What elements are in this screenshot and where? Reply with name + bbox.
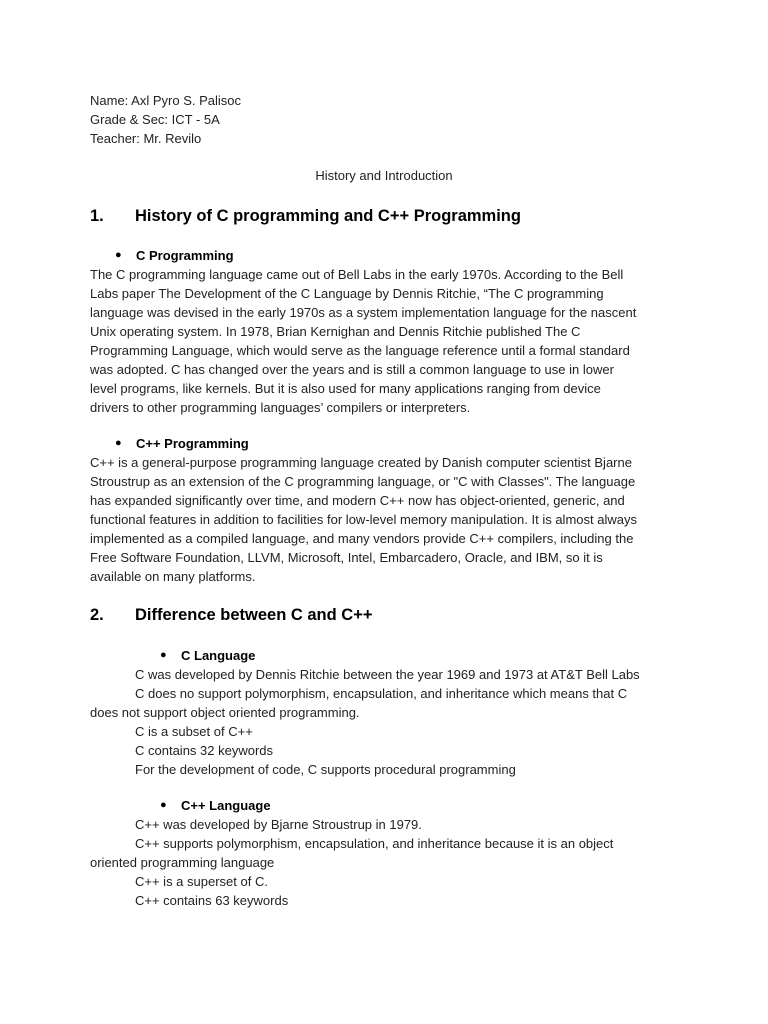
paragraph-line: level programs, like kernels. But it is also used for many applications ranging from device bbox=[90, 381, 601, 396]
paragraph-line: functional features in addition to facilities for low-level memory manipulation. It is almost always bbox=[90, 512, 637, 527]
list-line: C contains 32 keywords bbox=[135, 743, 274, 758]
bullet-label: C Language bbox=[181, 648, 256, 663]
paragraph-line: Stroustrup as an extension of the C programming language, or "C with Classes". The language bbox=[90, 474, 636, 489]
paragraph-line: was adopted. C has changed over the years and is still a common language to use in lower bbox=[90, 362, 614, 377]
paragraph-line: Unix operating system. In 1978, Brian Kernighan and Dennis Ritchie published The C bbox=[90, 324, 581, 339]
list-line: C++ contains 63 keywords bbox=[135, 893, 289, 908]
list-line: C was developed by Dennis Ritchie between the year 1969 and 1973 at AT&T Bell Labs bbox=[135, 667, 640, 682]
section-2-heading bbox=[90, 604, 373, 626]
paragraph-line: C++ is a general-purpose programming language created by Danish computer scientist Bjarne bbox=[90, 455, 632, 470]
bullet-label: C Programming bbox=[136, 248, 234, 263]
paragraph-line: Labs paper The Development of the C Language by Dennis Ritchie, “The C programming bbox=[90, 286, 604, 301]
bullet-dot-icon: ● bbox=[160, 799, 167, 811]
list-line: C++ was developed by Bjarne Stroustrup in 1979. bbox=[135, 817, 422, 832]
bullet-c-language bbox=[160, 646, 256, 665]
section-1-number: 1. bbox=[90, 207, 104, 225]
list-line: C++ supports polymorphism, encapsulation, and inheritance because it is an object bbox=[135, 836, 614, 851]
list-line: does not support object oriented programming. bbox=[90, 705, 360, 720]
bullet-cpp-language bbox=[160, 796, 271, 815]
paragraph-line: implemented as a compiled language, and many vendors provide C++ compilers, including the bbox=[90, 531, 634, 546]
paragraph-line: Free Software Foundation, LLVM, Microsoft, Intel, Embarcadero, Oracle, and IBM, so it is bbox=[90, 550, 603, 565]
bullet-dot-icon: ● bbox=[115, 249, 122, 261]
bullet-c-programming bbox=[115, 246, 234, 265]
bullet-dot-icon: ● bbox=[115, 437, 122, 449]
list-line: C does no support polymorphism, encapsulation, and inheritance which means that C bbox=[135, 686, 628, 701]
paragraph-line: available on many platforms. bbox=[90, 569, 256, 584]
grade-section: Grade & Sec: ICT - 5A bbox=[90, 112, 220, 127]
document-title: History and Introduction bbox=[315, 168, 453, 183]
bullet-label: C++ Language bbox=[181, 798, 271, 813]
paragraph-line: drivers to other programming languages’ compilers or interpreters. bbox=[90, 400, 471, 415]
paragraph-line: has expanded significantly over time, and modern C++ now has object-oriented, generic, and bbox=[90, 493, 625, 508]
section-1-heading bbox=[90, 205, 521, 227]
bullet-dot-icon: ● bbox=[160, 649, 167, 661]
section-2-number: 2. bbox=[90, 606, 104, 624]
paragraph-line: The C programming language came out of Bell Labs in the early 1970s. According to the Bell bbox=[90, 267, 624, 282]
list-line: C++ is a superset of C. bbox=[135, 874, 268, 889]
bullet-label: C++ Programming bbox=[136, 436, 249, 451]
paragraph-line: Programming Language, which would serve as the language reference until a formal standard bbox=[90, 343, 630, 358]
student-name: Name: Axl Pyro S. Palisoc bbox=[90, 93, 241, 108]
list-line: oriented programming language bbox=[90, 855, 275, 870]
section-2-title: Difference between C and C++ bbox=[135, 606, 373, 624]
paragraph-line: language was devised in the early 1970s as a system implementation language for the nascent bbox=[90, 305, 637, 320]
section-1-title: History of C programming and C++ Programming bbox=[135, 207, 521, 225]
bullet-cpp-programming bbox=[115, 434, 249, 453]
list-line: C is a subset of C++ bbox=[135, 724, 253, 739]
list-line: For the development of code, C supports procedural programming bbox=[135, 762, 516, 777]
teacher-name: Teacher: Mr. Revilo bbox=[90, 131, 202, 146]
